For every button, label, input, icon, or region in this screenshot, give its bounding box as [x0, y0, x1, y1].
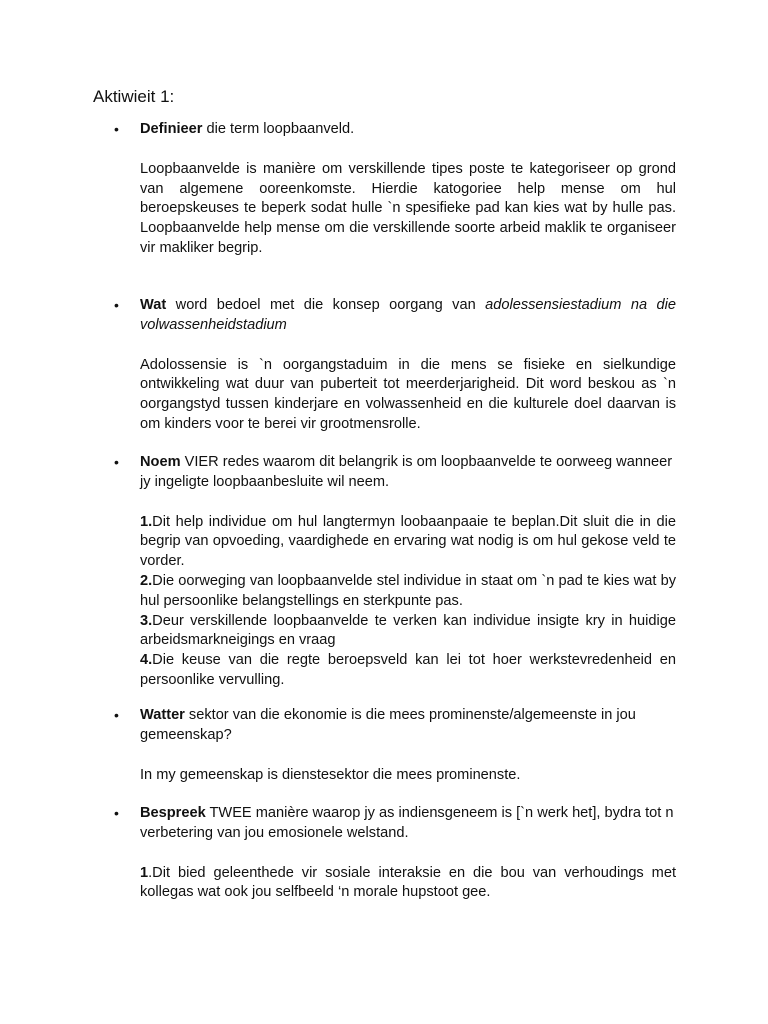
answer-point-3 [140, 612, 676, 652]
question-rest: die term loopbaanveld. [202, 121, 355, 137]
point-text: Die keuse van die regte beroepsveld kan lei tot hoer werkstevredenheid en persoonlike vervulling. [140, 652, 676, 688]
question-text [140, 120, 676, 140]
activity-title: Aktiwieit 1: [93, 87, 175, 106]
point-number: 3. [140, 612, 153, 629]
question-keyword: Noem [140, 454, 181, 470]
bullet-icon: • [114, 121, 119, 137]
bullet-icon: • [114, 805, 119, 821]
question-text [140, 706, 676, 746]
question-item-5 [114, 804, 676, 903]
point-text: Die oorweging van loopbaanvelde stel individue in staat om `n pad te kies wat by hul persoonlike belangstellings en sterkpunte pas. [140, 572, 676, 609]
question-keyword: Definieer [140, 121, 203, 137]
point-text: Dit help individue om hul langtermyn loobaanpaaie te beplan.Dit sluit die in die begrip van opvoeding, vaardighede en ervaring wat nodig is om hul gekose veld te vorder. [140, 513, 676, 570]
answer-point-1 [140, 864, 676, 904]
answer-paragraph: In my gemeenskap is dienstesektor die mees prominenste. [140, 766, 521, 783]
answer-point-4 [140, 651, 676, 691]
point-number: 1. [140, 513, 153, 530]
answer-point-2 [140, 572, 676, 612]
answer-paragraph: Loopbaanvelde is manière om verskillende tipes poste te kategoriseer op grond van algemene ooreenkomste. Hierdie katogoriee help mense om hul beroepskeuses te beperk sodat hulle `n spesifieke pad kan kies wat by hulle pas. Loopbaanvelde help mense om die verskillende soorte arbeid maklik te organiseer vir makliker begrip. [140, 160, 676, 256]
point-number: 2. [140, 572, 153, 589]
question-text [140, 804, 676, 844]
answer-paragraph: Adolossensie is `n oorgangstaduim in die mens se fisieke en sielkundige ontwikkeling wat duur van puberteit tot meerderjarigheid. Dit word beskou as `n oorgangstyd tussen kinderjare en volwassenheid en die kulturele doel daarvan is om kinders voor te berei vir grootmensrolle. [140, 356, 676, 432]
question-item-2 [114, 296, 676, 435]
answer-point-1 [140, 513, 676, 572]
question-text [140, 453, 676, 493]
question-rest: TWEE manière waarop jy as indiensgeneem is [`n werk het], bydra tot n verbetering van jou emosionele welstand. [140, 805, 674, 841]
point-text: .Dit bied geleenthede vir sosiale interaksie en die bou van verhoudings met kollegas wat ook jou selfbeeld ‘n morale hupstoot gee. [140, 864, 676, 901]
point-text: Deur verskillende loopbaanvelde te verken kan individue insigte kry in huidige arbeidsmarkneigings en vraag [140, 612, 676, 649]
question-rest: sektor van die ekonomie is die mees prominenste/algemeenste in jou gemeenskap? [140, 707, 636, 743]
point-number: 4. [140, 652, 153, 669]
question-keyword: Wat [140, 297, 167, 313]
question-item-1 [114, 120, 676, 259]
bullet-icon: • [114, 454, 119, 470]
question-italic: adolessensiestadium na die volwassenheidstadium [140, 297, 676, 333]
question-item-4 [114, 706, 676, 785]
question-text [140, 296, 676, 336]
bullet-icon: • [114, 297, 119, 313]
point-number: 1 [140, 864, 149, 881]
question-keyword: Watter [140, 707, 185, 723]
question-rest: VIER redes waarom dit belangrik is om loopbaanvelde te oorweeg wanneer jy ingeligte loopbaanbesluite wil neem. [140, 454, 673, 490]
question-item-3 [114, 453, 676, 691]
bullet-icon: • [114, 707, 119, 723]
question-rest: word bedoel met die konsep oorgang van [166, 297, 486, 313]
question-keyword: Bespreek [140, 805, 206, 821]
